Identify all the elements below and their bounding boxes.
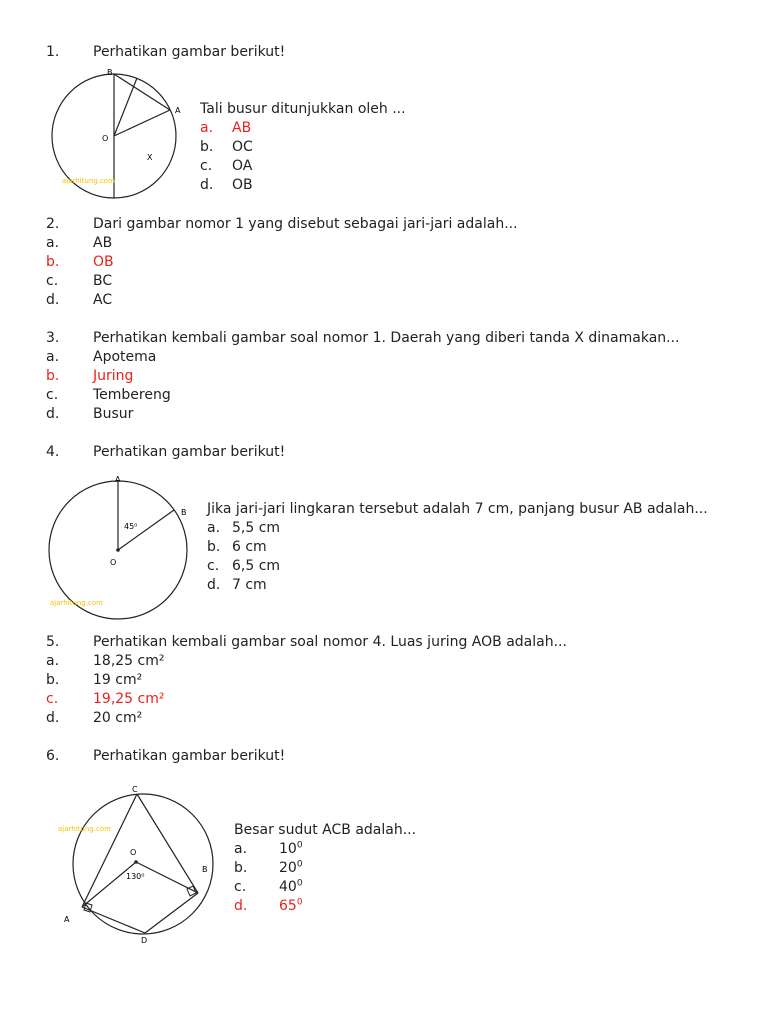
q2-option-b-text: OB xyxy=(93,254,114,270)
q1-watermark: ajarhitung.com xyxy=(62,177,115,185)
q5-option-b-letter: b. xyxy=(46,672,60,688)
q2-option-b-letter: b. xyxy=(46,254,60,270)
q6-number: 6. xyxy=(46,748,60,764)
q2-number: 2. xyxy=(46,216,60,232)
q6-label-b: B xyxy=(202,865,208,874)
q4-option-a-letter: a. xyxy=(207,520,221,536)
q6-center-dot xyxy=(134,860,138,864)
q6-option-c-value xyxy=(279,879,303,895)
q1-option-d-text: OB xyxy=(232,177,253,192)
q3-option-a-text: Apotema xyxy=(93,349,157,365)
q1-option-a-letter: a. xyxy=(200,120,214,136)
q6-option-a-degree: 0 xyxy=(296,840,303,851)
q3-option-d-letter: d. xyxy=(46,406,60,422)
q3-option-d-text: Busur xyxy=(93,406,134,422)
q4-option-b-text: 6 cm xyxy=(232,539,267,555)
q6-option-c-letter: c. xyxy=(234,879,247,895)
q3-number: 3. xyxy=(46,330,60,346)
q5-number: 5. xyxy=(46,634,60,650)
q4-label-o: O xyxy=(110,558,117,567)
q1-label-o: O xyxy=(102,134,109,143)
q3-text: Perhatikan kembali gambar soal nomor 1. Daerah yang diberi tanda X dinamakan... xyxy=(93,330,680,346)
q2-option-a-text: AB xyxy=(93,235,113,251)
q5-option-c-letter: c. xyxy=(46,691,59,707)
q3-option-b-text: Juring xyxy=(93,368,134,384)
q6-option-b-number: 20 xyxy=(279,860,297,876)
q1-option-b-text: OC xyxy=(232,139,253,155)
q4-option-d-text: 7 cm xyxy=(232,577,267,593)
q5-option-c-text: 19,25 cm² xyxy=(93,691,165,707)
q5-text: Perhatikan kembali gambar soal nomor 4. Luas juring AOB adalah... xyxy=(93,634,567,650)
q2-text: Dari gambar nomor 1 yang disebut sebagai jari-jari adalah... xyxy=(93,216,518,232)
q3-option-b-letter: b. xyxy=(46,368,60,384)
q6-option-a-value xyxy=(279,841,303,857)
q3-option-c-text: Tembereng xyxy=(93,387,171,403)
q6-tangent-ad xyxy=(82,907,145,933)
q6-option-a-letter: a. xyxy=(234,841,248,857)
q6-chord-ca xyxy=(82,794,137,907)
q1-option-a-text: AB xyxy=(232,120,252,136)
q5-option-a-letter: a. xyxy=(46,653,60,669)
q6-option-d-value xyxy=(279,898,303,914)
q5-option-b-text: 19 cm² xyxy=(93,672,143,688)
q6-option-c-number: 40 xyxy=(279,879,297,895)
q6-label-a: A xyxy=(64,915,70,924)
q6-option-c-degree: 0 xyxy=(296,878,303,889)
q6-radius-oa xyxy=(82,862,136,907)
q6-circle xyxy=(73,794,213,934)
q4-option-c-letter: c. xyxy=(207,558,220,574)
q1-number: 1. xyxy=(46,44,60,60)
q2-option-c-text: BC xyxy=(93,273,113,289)
q6-option-d-number: 65 xyxy=(279,898,297,914)
q4-option-a-text: 5,5 cm xyxy=(232,520,281,536)
q1-options xyxy=(200,120,420,192)
q1-text: Perhatikan gambar berikut! xyxy=(93,44,286,60)
q6-option-b-letter: b. xyxy=(234,860,248,876)
q3-option-c-letter: c. xyxy=(46,387,59,403)
q3-option-a-letter: a. xyxy=(46,349,60,365)
q6-text: Perhatikan gambar berikut! xyxy=(93,748,286,764)
q2-option-a-letter: a. xyxy=(46,235,60,251)
q6-option-d-degree: 0 xyxy=(296,897,303,908)
q6-label-d: D xyxy=(141,936,148,945)
q1-label-a: A xyxy=(175,106,181,115)
q2-option-c-letter: c. xyxy=(46,273,59,289)
q1-label-b: B xyxy=(107,68,113,77)
q4-option-c-text: 6,5 cm xyxy=(232,558,281,574)
q4-label-b: B xyxy=(181,508,187,517)
q5-option-a-text: 18,25 cm² xyxy=(93,653,165,669)
q4-number: 4. xyxy=(46,444,60,460)
q1-option-c-text: OA xyxy=(232,158,253,174)
q6-prompt: Besar sudut ACB adalah... xyxy=(234,822,417,838)
q1-option-b-letter: b. xyxy=(200,139,214,155)
q6-watermark: ajarhitung.com xyxy=(58,825,111,833)
q1-prompt: Tali busur ditunjukkan oleh ... xyxy=(200,101,406,117)
q5-option-d-text: 20 cm² xyxy=(93,710,143,726)
q4-watermark: ajarhitung.com xyxy=(50,599,103,607)
q4-label-a: A xyxy=(115,475,121,484)
q1-option-d-letter: d. xyxy=(200,177,214,192)
q1-option-c-letter: c. xyxy=(200,158,213,174)
q4-option-d-letter: d. xyxy=(207,577,221,593)
q2-option-d-letter: d. xyxy=(46,292,60,308)
q4-text: Perhatikan gambar berikut! xyxy=(93,444,286,460)
q4-prompt: Jika jari-jari lingkaran tersebut adalah 7 cm, panjang busur AB adalah... xyxy=(207,501,708,517)
q6-label-o: O xyxy=(130,848,137,857)
q6-option-a-number: 10 xyxy=(279,841,297,857)
q6-tangent-bd xyxy=(145,893,198,933)
q2-option-d-text: AC xyxy=(93,292,113,308)
q6-label-angle: 130⁰ xyxy=(126,872,145,881)
q4-option-b-letter: b. xyxy=(207,539,221,555)
q6-option-b-value xyxy=(279,860,303,876)
q6-option-b-degree: 0 xyxy=(296,859,303,870)
q6-option-d-letter: d. xyxy=(234,898,248,914)
q6-circle-figure xyxy=(0,0,230,960)
q6-label-c: C xyxy=(132,785,138,794)
q5-option-d-letter: d. xyxy=(46,710,60,726)
q1-label-x: X xyxy=(147,153,153,162)
q4-label-angle: 45⁰ xyxy=(124,522,138,531)
